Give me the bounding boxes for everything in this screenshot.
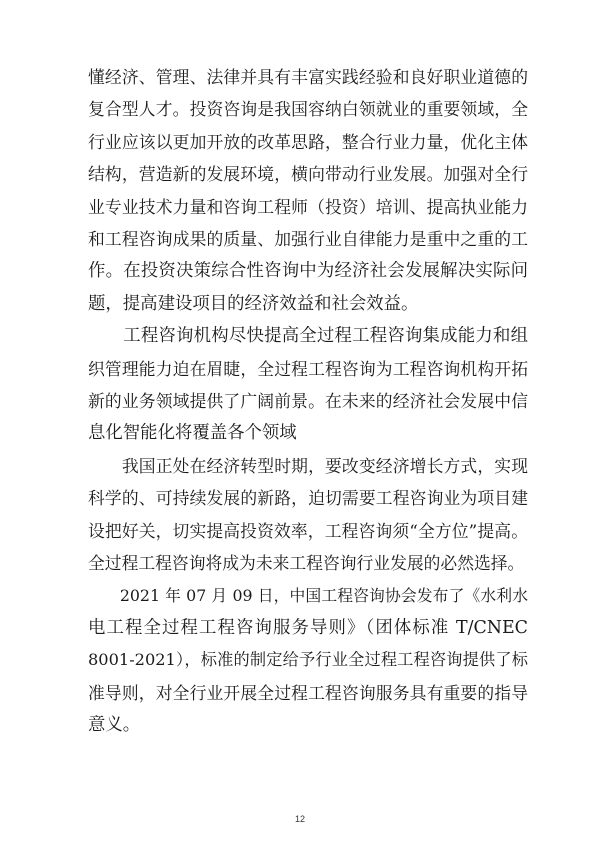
text-line: 2021 年 07 月 09 日，中国工程咨询协会发布了《水利水 [88, 585, 528, 605]
text-line: 行业应该以更加开放的改革思路，整合行业力量，优化主体 [88, 131, 528, 152]
text-line: 题，提高建设项目的经济效益和社会效益。 [88, 293, 419, 314]
text-line: 织管理能力迫在眉睫，全过程工程咨询为工程咨询机构开拓 [88, 358, 528, 379]
text-line: 电工程全过程工程咨询服务导则》（团体标准 T/CNEC [88, 617, 528, 638]
text-line: 和工程咨询成果的质量、加强行业自律能力是重中之重的工 [88, 229, 528, 250]
paragraph-standard-release [88, 580, 528, 742]
page-number: 12 [294, 814, 305, 824]
text-line: 全过程工程咨询将成为未来工程咨询行业发展的必然选择。 [88, 553, 525, 574]
text-line: 科学的、可持续发展的新路，迫切需要工程咨询业为项目建 [88, 488, 528, 509]
text-line: 我国正处在经济转型时期，要改变经济增长方式，实现 [88, 455, 528, 476]
text-line: 复合型人才。投资咨询是我国容纳白领就业的重要领域，全 [88, 99, 528, 120]
text-line: 意义。 [88, 715, 141, 736]
text-line: 息化智能化将覆盖各个领域 [88, 423, 297, 444]
paragraph-talent [88, 61, 528, 320]
text-line: 新的业务领域提供了广阔前景。在未来的经济社会发展中信 [88, 391, 528, 412]
paragraph-economic-transition [88, 450, 528, 580]
paragraph-consulting-agencies [88, 320, 528, 450]
text-line: 作。在投资决策综合性咨询中为经济社会发展解决实际问 [88, 261, 528, 282]
text-line: 结构，营造新的发展环境，横向带动行业发展。加强对全行 [88, 164, 528, 185]
text-line: 业专业技术力量和咨询工程师（投资）培训、提高执业能力 [88, 196, 528, 217]
text-line: 工程咨询机构尽快提高全过程工程咨询集成能力和组 [88, 326, 528, 347]
text-line: 懂经济、管理、法律并具有丰富实践经验和良好职业道德的 [88, 67, 528, 87]
text-line: 准导则，对全行业开展全过程工程咨询服务具有重要的指导 [88, 682, 528, 703]
body-text [88, 61, 528, 742]
text-line: 8001-2021），标准的制定给予行业全过程工程咨询提供了标 [88, 650, 528, 670]
text-line: 设把好关，切实提高投资效率，工程咨询须“全方位”提高。 [88, 520, 528, 541]
